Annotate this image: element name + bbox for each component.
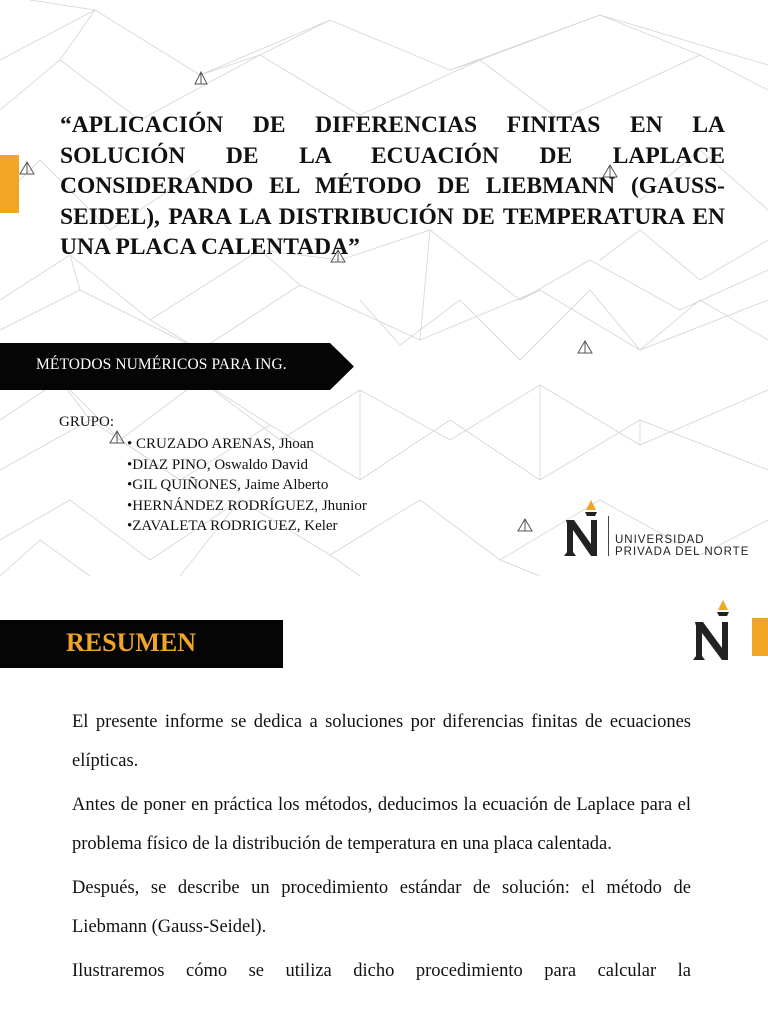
summary-body — [72, 703, 691, 997]
list-item: •HERNÁNDEZ RODRÍGUEZ, Jhunior — [127, 497, 367, 514]
member-list — [127, 434, 367, 537]
university-name — [615, 534, 749, 558]
list-item: •ZAVALETA RODRIGUEZ, Keler — [127, 518, 338, 534]
list-item: •DIAZ PINO, Oswaldo David — [127, 456, 309, 473]
university-logo-icon — [690, 600, 734, 662]
section-heading: RESUMEN — [66, 628, 197, 657]
accent-bar — [0, 155, 19, 213]
university-logo — [561, 500, 751, 558]
group-label: GRUPO: — [59, 414, 115, 430]
paragraph: Ilustraremos cómo se utiliza dicho procedimiento para calcular la — [72, 961, 691, 981]
presentation-title: “APLICACIÓN DE DIFERENCIAS FINITAS EN LA SOLUCIÓN DE LA ECUACIÓN DE LAPLACE CONSIDERANDO EL MÉTODO DE LIEBMANN (GAUSS-SEIDEL), PARA LA DISTRIBUCIÓN DE TEMPERATURA EN UNA PLACA CALENTADA” — [60, 112, 725, 260]
paragraph: Después, se describe un procedimiento estándar de solución: el método de Liebmann (Gauss-Seidel). — [72, 878, 691, 937]
list-item: •GIL QUIÑONES, Jaime Alberto — [127, 477, 329, 493]
university-name-line2: PRIVADA DEL NORTE — [615, 546, 750, 558]
course-name: MÉTODOS NUMÉRICOS PARA ING. — [36, 356, 287, 373]
paragraph: Antes de poner en práctica los métodos, deducimos la ecuación de Laplace para el problema físico de la distribución de temperatura en una placa calentada. — [72, 795, 691, 854]
university-name-line1: UNIVERSIDAD — [615, 534, 705, 546]
summary-slide — [0, 590, 768, 1024]
accent-bar — [752, 618, 768, 656]
university-logo-icon — [561, 500, 605, 558]
paragraph: El presente informe se dedica a soluciones por diferencias finitas de ecuaciones elípticas. — [72, 712, 691, 771]
list-item: • CRUZADO ARENAS, Jhoan — [127, 436, 314, 452]
logo-divider — [608, 516, 609, 556]
